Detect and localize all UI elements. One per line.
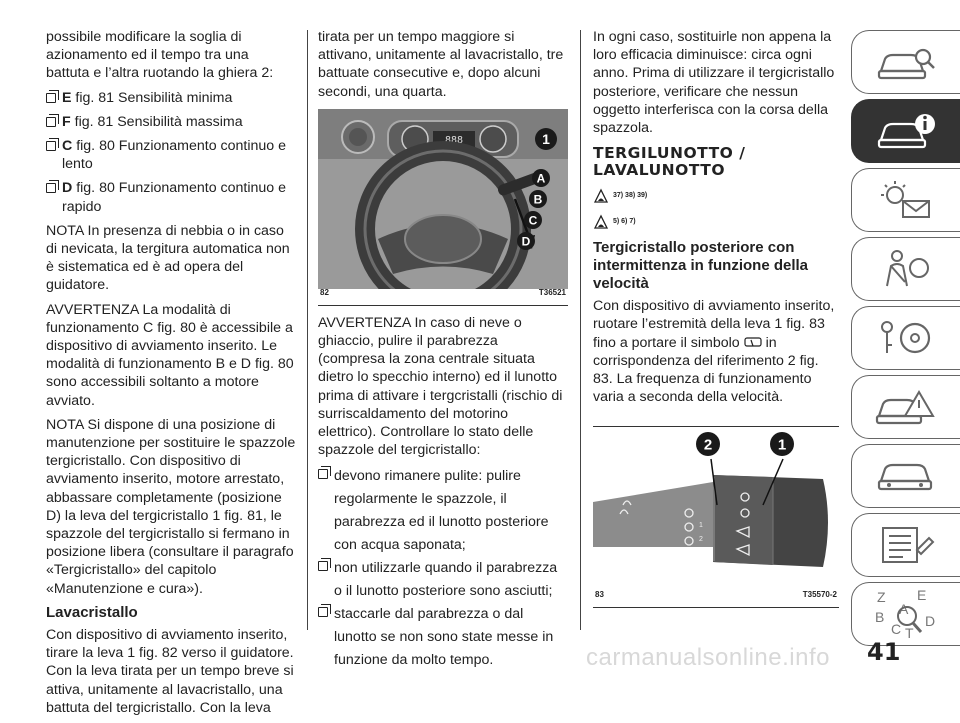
lavacristallo-heading: Lavacristallo	[46, 603, 138, 621]
sub-heading: Tergicristallo posteriore con intermittenza in funzione della velocità	[593, 239, 809, 293]
column-divider	[307, 30, 308, 630]
car-service-icon	[873, 455, 939, 497]
tab-index[interactable]	[851, 582, 960, 646]
figure-83	[593, 426, 839, 608]
figure-code: T35570-2	[802, 590, 837, 600]
svg-text:2: 2	[699, 536, 703, 544]
intro-text: tirata per un tempo maggiore si attivano, unitamente al lavacristallo, tre battuate consecutive e, dopo alcuni secondi, una quarta.	[318, 29, 564, 100]
svg-text:A: A	[899, 601, 909, 617]
mode-item: D fig. 80 Funzionamento continuo e rapido	[46, 179, 296, 215]
figure-82	[318, 109, 568, 306]
page-number: 41	[867, 638, 901, 666]
rear-wiper-symbol-icon	[744, 337, 762, 349]
svg-text:Z: Z	[877, 589, 886, 605]
car-warning-icon	[873, 386, 939, 428]
car-info-icon	[873, 110, 939, 152]
svg-text:1: 1	[542, 130, 550, 147]
svg-text:B: B	[533, 192, 543, 207]
svg-text:1: 1	[699, 522, 703, 530]
warning-lights-icon	[873, 179, 939, 221]
column-3	[593, 28, 839, 608]
svg-text:T: T	[905, 625, 914, 640]
tab-warning-lights[interactable]	[851, 168, 960, 232]
warning-modes: AVVERTENZA La modalità di funzionamento C fig. 80 è accessibile a dispositivo di avviamento inserito. Le modalità di funzionamento B e D fig. 80 sono accessibili soltanto a motore avviato.	[46, 301, 294, 409]
warning-hand-icon	[593, 188, 609, 204]
callout-1	[769, 431, 795, 457]
car-search-icon	[873, 41, 939, 83]
tab-getting-to-know[interactable]	[851, 99, 960, 163]
figure-code: T36521	[538, 287, 566, 297]
warning-snow: AVVERTENZA In caso di neve o ghiaccio, pulire il parabrezza (compresa la zona centrale situata dietro lo specchio interno) ed il lunotto prima di attivare i tergcristalli (rischio di surriscaldamento del motorino elettrico). Controllare lo stato delle spazzole del tergicristallo:	[318, 314, 563, 459]
svg-text:1: 1	[777, 436, 787, 454]
figure-number: 83	[595, 590, 604, 600]
figure-number: 82	[320, 287, 329, 297]
mode-item: F fig. 81 Sensibilità massima	[46, 113, 296, 131]
svg-text:D: D	[925, 613, 936, 629]
note-fog: NOTA In presenza di nebbia o in caso di nevicata, la tergitura automatica non è sistematica ed è ad opera del guidatore.	[46, 222, 290, 294]
tab-starting-driving[interactable]	[851, 306, 960, 370]
list-item: staccarle dal parabrezza o dal lunotto se non sono state messe in funzione da molto tempo.	[318, 603, 568, 672]
svg-text:C: C	[891, 621, 902, 637]
column-1	[46, 28, 296, 723]
svg-text:E: E	[917, 588, 927, 603]
mode-item: C fig. 80 Funzionamento continuo e lento	[46, 137, 296, 173]
list-item: non utilizzarle quando il parabrezza o il lunotto posteriore sono asciutti;	[318, 557, 568, 603]
callout-d	[516, 231, 536, 251]
checklist-icon	[873, 524, 939, 566]
index-icon	[871, 588, 941, 640]
chapter-sidebar	[851, 30, 960, 651]
callout-a	[531, 168, 551, 188]
callout-c	[523, 210, 543, 230]
warning-refs: 37) 38) 39)	[593, 185, 839, 207]
procedure-text: Con dispositivo di avviamento inserito, ruotare l’estremità della leva 1 fig. 83 fino a portare il simbolo in corrispondenza del riferimento 2 fig. 83. La frequenza di funzionamento varia a seconda della velocità.	[593, 298, 835, 406]
tab-maintenance[interactable]	[851, 444, 960, 508]
display-readout: 888	[444, 134, 464, 146]
intro-text: In ogni caso, sostituirle non appena la loro efficacia diminuisce: circa ogni anno. Prima di utilizzare il tergicristallo posteriore, verificare che nessun oggetto interferisca con la corsa della spazzola.	[593, 29, 835, 137]
tab-safety[interactable]	[851, 237, 960, 301]
svg-text:D: D	[521, 234, 531, 249]
list-item: devono rimanere pulite: pulire regolarmente le spazzole, il parabrezza ed il lunotto posteriore con acqua saponata;	[318, 465, 568, 557]
intro-text: possibile modificare la soglia di azionamento ed il tempo tra una battuta e l’altra ruotando la ghiera 2:	[46, 29, 274, 82]
tab-emergency[interactable]	[851, 375, 960, 439]
watermark: carmanualsonline.info	[586, 644, 830, 671]
key-steering-icon	[873, 317, 939, 359]
svg-text:C: C	[528, 213, 538, 228]
svg-text:B: B	[875, 609, 885, 625]
warning-refs: 5) 6) 7)	[593, 211, 839, 233]
tab-technical-data[interactable]	[851, 513, 960, 577]
lavacristallo-text: Con dispositivo di avviamento inserito, tirare la leva 1 fig. 82 verso il guidatore. Con la leva tirata per un tempo breve si attiva, unitamente al lavacristallo, una battuta del tergicristallo. Con la leva	[46, 626, 294, 716]
seatbelt-airbag-icon	[873, 248, 939, 290]
mode-item: E fig. 81 Sensibilità minima	[46, 89, 296, 107]
warning-hand-icon	[593, 214, 609, 230]
column-2	[318, 28, 568, 672]
column-divider	[580, 30, 581, 630]
tab-dashboard[interactable]	[851, 30, 960, 94]
svg-text:2: 2	[703, 436, 713, 454]
callout-1	[534, 127, 558, 151]
callout-b	[528, 189, 548, 209]
callout-2	[695, 431, 721, 457]
svg-text:A: A	[536, 171, 546, 186]
section-title: TERGILUNOTTO / LAVALUNOTTO	[593, 144, 746, 180]
note-maintenance: NOTA Si dispone di una posizione di manutenzione per sostituire le spazzole tergicristallo. Con dispositivo di avviamento inserito, motore arrestato, abbassare completamente (posizione D) la leva del tergicristallo 1 fig. 81, le spazzole del tergicristallo si fermano in posizione libera (consultare il paragrafo «Tergicristallo» del capitolo «Manutenzione e cura»).	[46, 416, 296, 597]
